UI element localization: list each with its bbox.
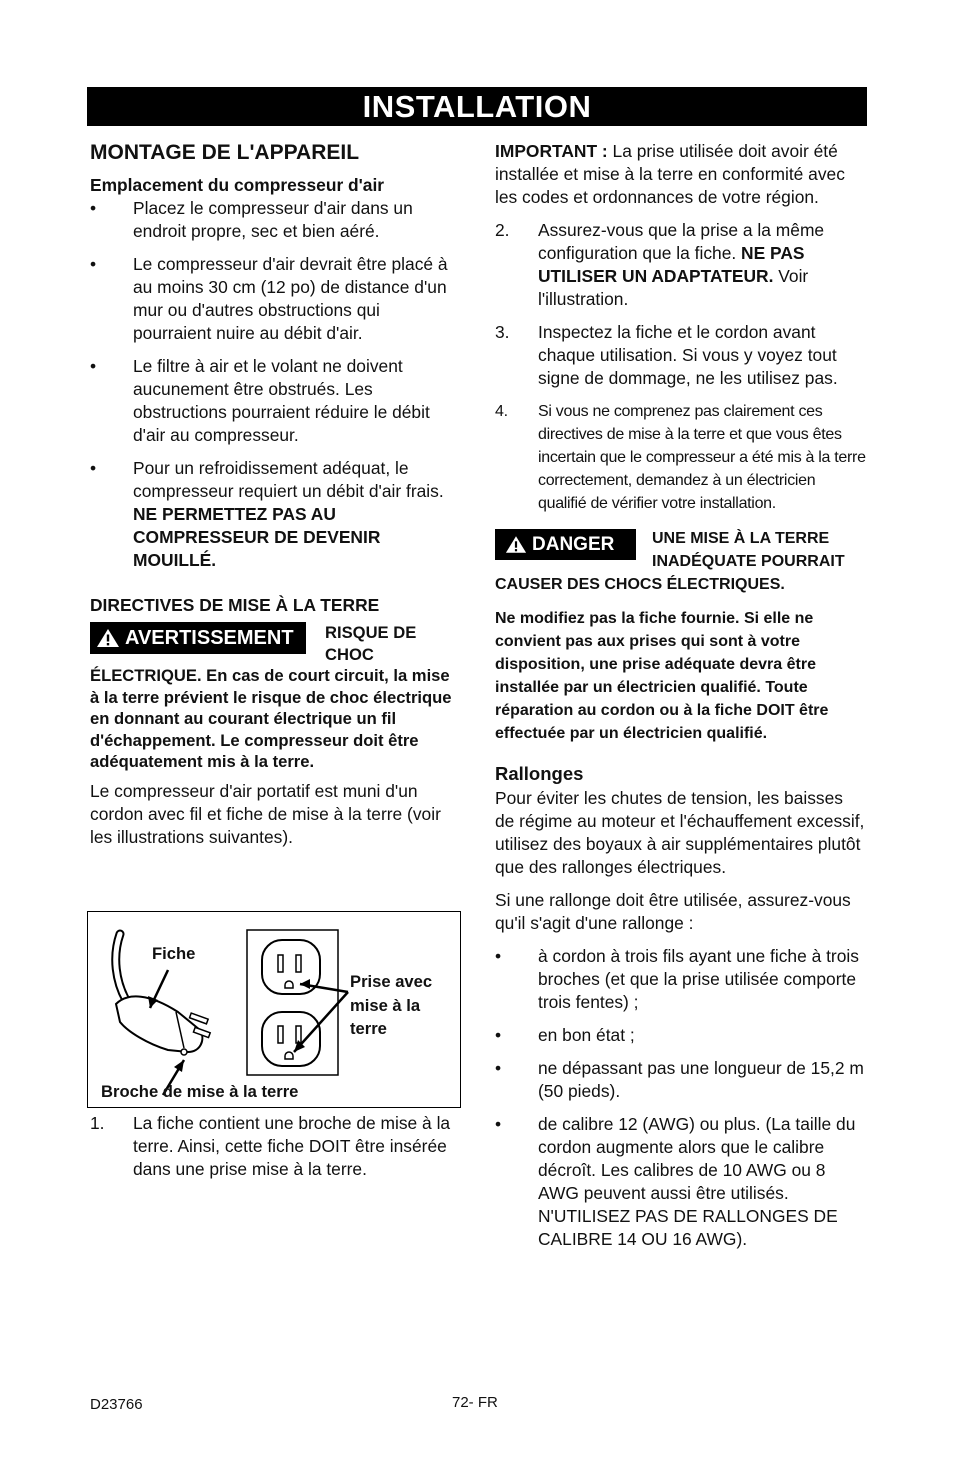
- warning-lead: RISQUE DE CHOC: [325, 623, 417, 664]
- danger-triangle-icon: [505, 535, 527, 554]
- danger-rest: CAUSER DES CHOCS ÉLECTRIQUES.: [495, 576, 785, 593]
- number-marker: 3.: [495, 322, 510, 342]
- bullet-text: Le compresseur d'air devrait être placé à au moins 30 cm (12 po) de distance d'un mur ou d'autres obstructions qui pourraient nuire au débit d'air.: [133, 254, 448, 343]
- label-fiche: Fiche: [152, 944, 196, 963]
- bullet-text-plain: Pour un refroidissement adéquat, le compresseur requiert un débit d'air frais.: [133, 458, 444, 501]
- danger-block: [495, 527, 867, 745]
- warning-block: [90, 622, 462, 773]
- danger-lead: UNE MISE À LA TERRE INADÉQUATE POURRAIT: [652, 530, 845, 570]
- list-item: [495, 945, 867, 1014]
- important-paragraph: [495, 140, 867, 209]
- bullet-marker: •: [90, 356, 97, 376]
- bullet-text: ne dépassant pas une longueur de 15,2 m (50 pieds).: [538, 1058, 864, 1101]
- warning-badge: [90, 622, 306, 654]
- subheading-emplacement: Emplacement du compresseur d'air: [90, 175, 385, 195]
- bullet-marker: •: [495, 1025, 502, 1045]
- left-column-bottom: [90, 1112, 462, 1191]
- label-prise: Prise avec mise à la terre: [350, 972, 433, 1038]
- page-number: 72- FR: [452, 1394, 498, 1411]
- item2-text-bold: NE PAS UTILISER UN ADAPTATEUR.: [538, 243, 805, 286]
- list-item: [90, 1112, 462, 1181]
- warning-text: ÉLECTRIQUE. En cas de court circuit, la mise à la terre prévient le risque de choc électrique en donnant au courant électrique un fil d'échappement. Le compresseur doit être adéquatement mis à la terre.: [90, 666, 452, 771]
- number-marker: 2.: [495, 220, 510, 240]
- warning-badge-label: AVERTISSEMENT: [125, 626, 294, 649]
- list-item: [495, 1024, 867, 1047]
- rallonges-paragraph-2: Si une rallonge doit être utilisée, assurez-vous qu'il s'agit d'une rallonge :: [495, 890, 851, 933]
- list-item: [495, 219, 867, 311]
- right-column: [495, 140, 867, 1261]
- bullet-text-bold: NE PERMETTEZ PAS AU COMPRESSEUR DE DEVENIR MOUILLÉ.: [133, 504, 381, 570]
- bullet-text: Le filtre à air et le volant ne doivent aucunement être obstrués. Les obstructions pourraient réduire le débit d'air au compresseur.: [133, 356, 430, 445]
- rallonges-paragraph-1: Pour éviter les chutes de tension, les baisses de régime au moteur et l'échauffement excessif, utilisez des boyaux à air supplémentaires plutôt que des rallonges électriques.: [495, 788, 865, 877]
- important-label: IMPORTANT :: [495, 141, 608, 161]
- list-item: [495, 1057, 867, 1103]
- list-item: [495, 321, 867, 390]
- list-item: [495, 1113, 867, 1251]
- number-text: Inspectez la fiche et le cordon avant chaque utilisation. Si vous y voyez tout signe de dommage, ne les utilisez pas.: [538, 322, 838, 388]
- number-text: Si vous ne comprenez pas clairement ces directives de mise à la terre et que vous êtes incertain que le compresseur a été mis à la terre correctement, demandez à un électricien qualifié de vérifier votre installation.: [538, 403, 866, 512]
- number-text: La fiche contient une broche de mise à la terre. Ainsi, cette fiche DOIT être insérée dans une prise mise à la terre.: [133, 1113, 451, 1179]
- list-item: [90, 253, 462, 345]
- important-text: La prise utilisée doit avoir été installée et mise à la terre en conformité avec les codes et ordonnances de votre région.: [495, 141, 845, 207]
- label-broche: Broche de mise à la terre: [101, 1082, 299, 1101]
- bullet-marker: •: [90, 458, 97, 478]
- bullet-marker: •: [495, 1114, 502, 1134]
- number-marker: 4.: [495, 403, 508, 420]
- warning-triangle-icon: [96, 628, 120, 648]
- left-column: [90, 140, 462, 849]
- list-item: [90, 355, 462, 447]
- bullet-marker: •: [90, 254, 97, 274]
- number-marker: 1.: [90, 1113, 105, 1133]
- bullet-marker: •: [495, 1058, 502, 1078]
- subheading-rallonges: Rallonges: [495, 763, 584, 784]
- plug-outlet-figure: [87, 911, 461, 1108]
- bullet-marker: •: [90, 198, 97, 218]
- danger-badge-label: DANGER: [532, 534, 615, 555]
- number-text: [538, 219, 867, 311]
- danger-badge: [495, 529, 636, 560]
- bullet-text: Placez le compresseur d'air dans un endroit propre, sec et bien aéré.: [133, 198, 413, 241]
- bullet-text: en bon état ;: [538, 1025, 635, 1045]
- list-item: [495, 400, 867, 515]
- page-banner: INSTALLATION: [87, 87, 867, 126]
- bullet-text: à cordon à trois fils ayant une fiche à trois broches (et que la prise utilisée comporte trois fentes) ;: [538, 946, 859, 1012]
- section-heading-mise-a-la-terre: DIRECTIVES DE MISE À LA TERRE: [90, 595, 380, 615]
- danger-text: Ne modifiez pas la fiche fournie. Si elle ne convient pas aux prises qui sont à votre disposition, une prise adéquate devra être installée par un électricien qualifié. Toute réparation au cordon ou à la fiche DOIT être effectuée par un électricien qualifié.: [495, 610, 829, 742]
- list-item: [90, 457, 462, 572]
- item2-text-a: Assurez-vous que la prise a la même configuration que la fiche.: [538, 220, 825, 263]
- doc-number: D23766: [90, 1396, 143, 1413]
- item2-text-b: Voir l'illustration.: [538, 266, 809, 309]
- cord-paragraph: Le compresseur d'air portatif est muni d'un cordon avec fil et fiche de mise à la terre (voir les illustrations suivantes).: [90, 780, 441, 847]
- bullet-marker: •: [495, 946, 502, 966]
- bullet-text: [133, 457, 462, 572]
- section-heading-montage: MONTAGE DE L'APPAREIL: [90, 141, 360, 164]
- bullet-text: de calibre 12 (AWG) ou plus. (La taille du cordon augmente alors que le calibre décroît. Les calibres de 10 AWG ou 8 AWG peuvent aussi être utilisés. N'UTILISEZ PAS DE RALLONGES DE CALIBRE 14 OU 16 AWG).: [538, 1114, 856, 1249]
- list-item: [90, 197, 462, 243]
